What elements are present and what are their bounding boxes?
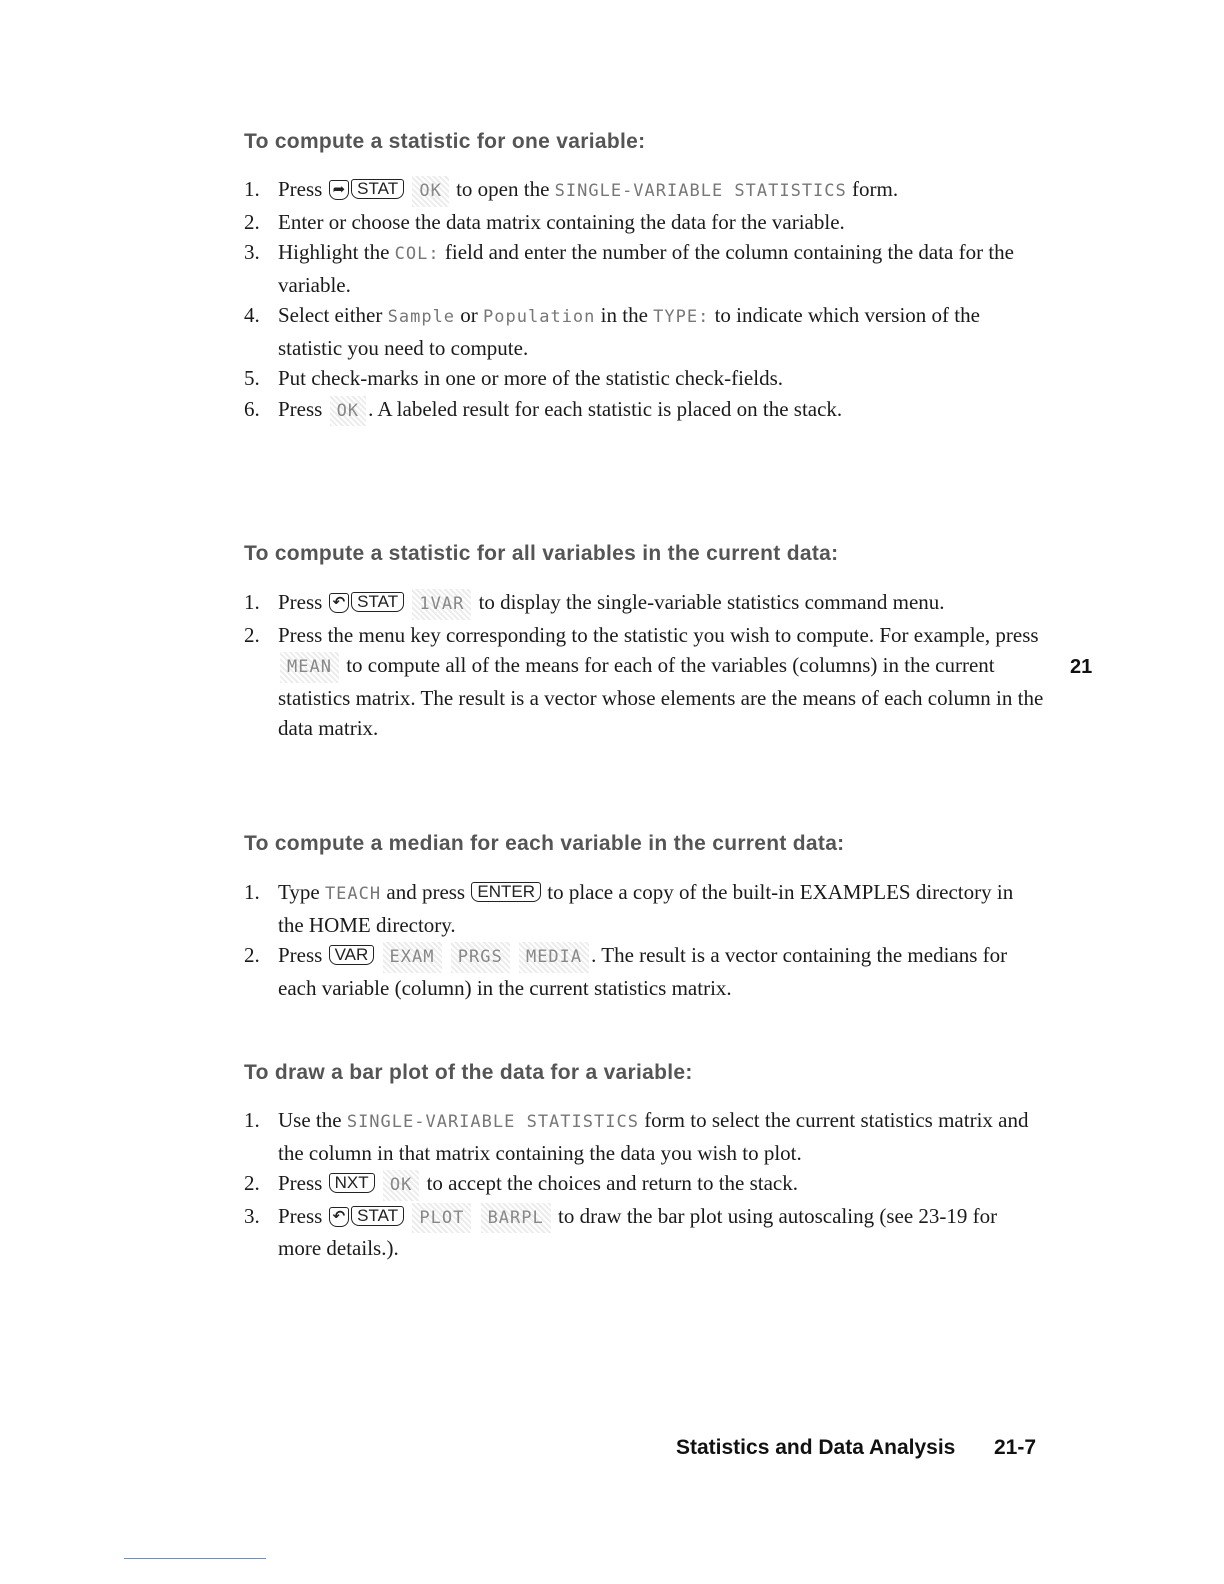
step-text: Press the menu key corresponding to the statistic you wish to compute. For example, press	[278, 622, 1039, 647]
field-name: COL:	[394, 244, 440, 264]
list-item	[244, 174, 1044, 207]
step-number: 1.	[244, 177, 260, 201]
chapter-tab: 21	[1070, 656, 1093, 678]
step-text: Press	[278, 177, 323, 201]
step-list	[244, 174, 1044, 426]
step-text: Use the	[278, 1108, 342, 1132]
list-item	[244, 237, 1044, 300]
stat-key: STAT	[351, 1206, 404, 1226]
option-sample: Sample	[387, 307, 456, 327]
step-text: to display the single-variable statistics command menu.	[478, 590, 945, 614]
list-item	[244, 1168, 1044, 1201]
list-item	[244, 363, 1044, 394]
step-number: 1.	[244, 880, 260, 904]
step-number: 3.	[244, 1203, 260, 1228]
var-key: VAR	[329, 945, 375, 965]
step-list	[244, 877, 1044, 1003]
step-list	[244, 1105, 1044, 1264]
softkey-ok: OK	[330, 396, 366, 427]
list-item	[244, 1201, 1044, 1264]
step-number: 1.	[244, 590, 260, 614]
list-item	[244, 1105, 1044, 1168]
divider	[124, 1558, 266, 1559]
step-text: . The result is a vector containing the medians for each variable (column) in the current statistics matrix.	[278, 943, 1008, 1000]
step-text: to accept the choices and return to the stack.	[426, 1171, 799, 1195]
left-shift-arrow-icon: ↶	[329, 1207, 350, 1227]
step-number: 5.	[244, 366, 260, 390]
step-text: form to select the current statistics matrix and the column in that matrix containing the data you wish to plot.	[278, 1108, 1029, 1165]
page-number: 21-7	[994, 1436, 1037, 1459]
softkey-ok: OK	[383, 1170, 419, 1201]
softkey-barpl: BARPL	[481, 1203, 551, 1234]
section-heading: To compute a statistic for all variables in the current data:	[244, 542, 839, 565]
section-heading: To compute a statistic for one variable:	[244, 130, 646, 153]
step-text: to draw the bar plot using autoscaling (see 23-19 for more details.).	[278, 1203, 998, 1260]
step-text: or	[460, 303, 478, 327]
command-name: TEACH	[324, 884, 382, 904]
step-text: Select either	[278, 303, 383, 327]
step-number: 6.	[244, 396, 260, 421]
step-text: Press	[278, 396, 323, 421]
stat-key: STAT	[351, 179, 404, 199]
step-number: 4.	[244, 303, 260, 327]
step-text: to place a copy of the built-in EXAMPLES directory in the HOME directory.	[278, 880, 1014, 937]
step-text: Enter or choose the data matrix containing the data for the variable.	[278, 209, 845, 234]
form-name: SINGLE-VARIABLE STATISTICS	[554, 181, 847, 201]
step-number: 3.	[244, 240, 260, 264]
list-item	[244, 940, 1044, 1003]
softkey-exam: EXAM	[383, 942, 442, 973]
step-text: form.	[852, 177, 899, 201]
option-population: Population	[483, 307, 596, 327]
step-text: to indicate which version of the statistic you need to compute.	[278, 303, 980, 360]
step-number: 2.	[244, 622, 260, 647]
step-text: Press	[278, 1203, 323, 1228]
step-number: 2.	[244, 1171, 260, 1195]
section-heading: To draw a bar plot of the data for a variable:	[244, 1061, 693, 1084]
list-item	[244, 207, 1044, 238]
nxt-key: NXT	[329, 1173, 375, 1193]
step-number: 2.	[244, 209, 260, 234]
softkey-ok: OK	[412, 176, 448, 207]
softkey-prgs: PRGS	[451, 942, 510, 973]
step-text: Type	[278, 880, 320, 904]
step-list	[244, 587, 1044, 744]
step-number: 1.	[244, 1108, 260, 1132]
step-text: Put check-marks in one or more of the statistic check-fields.	[278, 366, 784, 390]
stat-key: STAT	[351, 592, 404, 612]
step-text: Press	[278, 1171, 323, 1195]
field-name: TYPE:	[653, 307, 710, 327]
section-heading: To compute a median for each variable in the current data:	[244, 832, 845, 855]
softkey-mean: MEAN	[280, 652, 339, 683]
enter-key: ENTER	[471, 882, 541, 902]
form-name: SINGLE-VARIABLE STATISTICS	[346, 1112, 639, 1132]
step-number: 2.	[244, 943, 260, 967]
step-text: Highlight the	[278, 240, 390, 264]
softkey-1var: 1VAR	[412, 589, 471, 620]
step-text: field and enter the number of the column containing the data for the variable.	[278, 240, 1015, 297]
step-text: in the	[600, 303, 648, 327]
step-text: to open the	[456, 177, 550, 201]
list-item	[244, 300, 1044, 363]
step-text: to compute all of the means for each of the variables (columns) in the current statistics matrix. The result is a vector whose elements are the means of each column in the data matrix.	[278, 653, 1044, 740]
list-item	[244, 620, 1044, 744]
list-item	[244, 394, 1044, 427]
footer-title: Statistics and Data Analysis	[676, 1436, 956, 1459]
list-item	[244, 877, 1044, 940]
step-text: and press	[386, 880, 466, 904]
softkey-media: MEDIA	[519, 942, 589, 973]
step-text: Press	[278, 590, 323, 614]
right-shift-arrow-icon: ➦	[329, 180, 350, 200]
step-text: . A labeled result for each statistic is placed on the stack.	[368, 396, 843, 421]
softkey-plot: PLOT	[412, 1203, 471, 1234]
list-item	[244, 587, 1044, 620]
step-text: Press	[278, 943, 323, 967]
left-shift-arrow-icon: ↶	[329, 593, 350, 613]
